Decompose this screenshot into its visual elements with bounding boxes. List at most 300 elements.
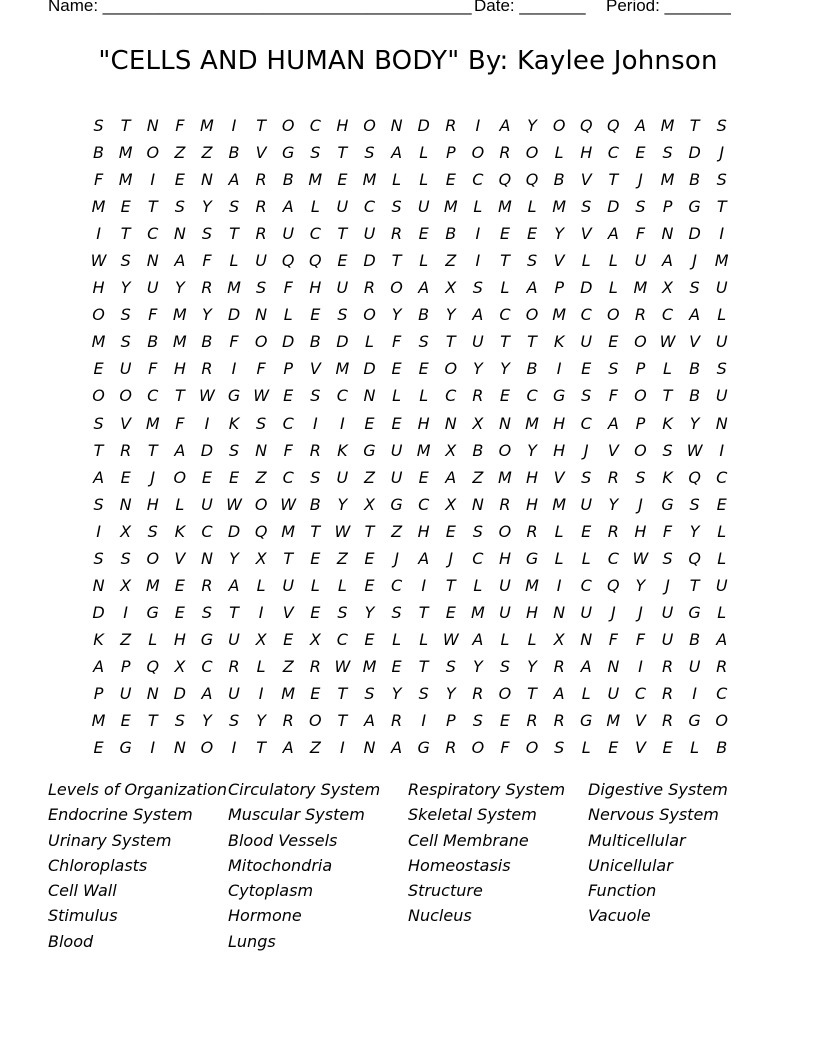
grid-letter: H [526, 467, 539, 487]
grid-letter: E [635, 143, 646, 163]
grid-letter: M [145, 413, 160, 433]
grid-letter: B [309, 494, 321, 514]
grid-letter: F [635, 629, 646, 649]
word-list-item: Hormone [228, 906, 302, 926]
grid-letter: M [335, 359, 350, 379]
grid-letter: U [390, 440, 403, 460]
grid-letter: U [715, 386, 728, 406]
grid-letter: Z [309, 738, 321, 758]
grid-letter: S [689, 278, 700, 298]
grid-letter: Y [689, 521, 700, 541]
grid-letter: D [688, 143, 701, 163]
grid-letter: R [634, 305, 646, 325]
grid-letter: O [444, 359, 458, 379]
grid-letter: I [123, 602, 128, 622]
grid-letter: C [634, 683, 646, 703]
grid-letter: H [580, 143, 593, 163]
grid-letter: F [391, 332, 402, 352]
grid-letter: X [174, 656, 186, 676]
grid-letter: Y [527, 656, 537, 676]
grid-letter: O [498, 521, 512, 541]
grid-letter: S [310, 143, 321, 163]
grid-letter: U [661, 629, 674, 649]
grid-letter: B [716, 738, 728, 758]
word-list-item: Unicellular [588, 855, 673, 875]
grid-letter: C [472, 548, 484, 568]
grid-letter: N [255, 440, 268, 460]
grid-letter: Z [174, 143, 186, 163]
grid-letter: S [201, 602, 212, 622]
grid-letter: R [661, 711, 674, 731]
grid-letter: T [500, 332, 510, 352]
grid-letter: E [608, 332, 619, 352]
grid-letter: X [445, 278, 457, 298]
grid-letter: Y [256, 711, 266, 731]
grid-letter: F [229, 332, 239, 352]
grid-letter: A [607, 413, 619, 433]
grid-letter: N [607, 656, 620, 676]
word-list-item: Multicellular [588, 830, 686, 850]
grid-letter: T [418, 602, 429, 622]
grid-letter: K [553, 332, 565, 352]
grid-letter: I [231, 738, 237, 758]
grid-letter: W [199, 386, 215, 406]
grid-letter: E [391, 656, 402, 676]
grid-letter: L [419, 143, 429, 163]
grid-letter: L [148, 629, 158, 649]
word-list-item: Cytoplasm [228, 881, 314, 901]
grid-letter: I [258, 602, 264, 622]
grid-letter: J [610, 602, 616, 622]
grid-letter: Q [281, 251, 295, 271]
grid-letter: A [174, 251, 186, 271]
grid-letter: T [662, 386, 673, 406]
grid-letter: S [499, 656, 511, 676]
grid-letter: L [608, 278, 618, 298]
grid-letter: I [556, 575, 562, 595]
grid-letter: R [201, 278, 213, 298]
grid-letter: Y [445, 305, 456, 325]
grid-letter: V [634, 738, 646, 758]
grid-letter: Y [391, 683, 402, 703]
grid-letter: S [581, 386, 592, 406]
grid-letter: E [364, 413, 375, 433]
grid-letter: I [556, 359, 562, 379]
grid-letter: S [716, 116, 727, 135]
grid-letter: I [719, 224, 725, 244]
grid-letter: J [638, 494, 643, 514]
grid-letter: M [633, 278, 648, 298]
grid-letter: S [228, 197, 240, 217]
grid-letter: L [310, 575, 320, 595]
grid-letter: G [363, 440, 376, 460]
grid-letter: P [120, 656, 131, 676]
grid-letter: L [500, 629, 510, 649]
grid-letter: I [96, 224, 101, 244]
grid-letter: H [173, 629, 186, 649]
grid-letter: U [499, 602, 511, 622]
grid-letter: F [608, 629, 618, 649]
grid-letter: S [93, 116, 104, 135]
grid-letter: N [173, 224, 186, 244]
grid-letter: G [146, 602, 159, 622]
grid-letter: Z [472, 467, 484, 487]
grid-letter: C [580, 575, 592, 595]
grid-letter: E [716, 494, 727, 514]
grid-letter: U [607, 683, 620, 703]
grid-letter: Y [202, 197, 212, 217]
grid-letter: L [500, 278, 510, 298]
grid-letter: S [581, 467, 592, 487]
grid-letter: S [120, 548, 131, 568]
grid-letter: D [363, 251, 376, 271]
grid-letter: I [475, 224, 481, 244]
grid-letter: S [256, 278, 267, 298]
grid-letter: A [93, 656, 105, 676]
grid-letter: A [689, 305, 701, 325]
grid-letter: E [445, 602, 456, 622]
grid-letter: P [635, 413, 646, 433]
grid-letter: S [472, 278, 483, 298]
grid-letter: N [553, 602, 566, 622]
grid-letter: S [337, 305, 348, 325]
grid-letter: H [553, 440, 566, 460]
grid-letter: E [337, 251, 348, 271]
grid-letter: X [255, 548, 267, 568]
grid-letter: O [634, 440, 647, 460]
grid-letter: A [364, 711, 375, 731]
grid-letter: M [91, 711, 106, 731]
grid-letter: V [634, 711, 646, 731]
grid-letter: O [254, 494, 268, 514]
grid-letter: B [309, 332, 321, 352]
grid-letter: B [93, 143, 105, 163]
grid-letter: Y [445, 683, 456, 703]
grid-letter: L [554, 521, 564, 541]
grid-letter: X [445, 494, 457, 514]
grid-letter: O [173, 467, 187, 487]
grid-letter: X [364, 494, 375, 514]
grid-letter: L [608, 251, 618, 271]
word-list-item: Function [588, 881, 657, 901]
grid-letter: C [390, 575, 403, 595]
grid-letter: R [255, 197, 267, 217]
grid-letter: A [472, 305, 484, 325]
grid-letter: C [336, 386, 348, 406]
grid-letter: A [201, 683, 213, 703]
grid-letter: A [526, 278, 538, 298]
grid-letter: H [146, 494, 159, 514]
grid-letter: A [580, 656, 592, 676]
grid-letter: G [227, 386, 241, 406]
grid-letter: W [90, 251, 107, 271]
grid-letter: B [228, 143, 240, 163]
grid-letter: D [417, 116, 430, 135]
grid-letter: M [416, 440, 431, 460]
grid-letter: T [229, 602, 239, 622]
grid-letter: H [417, 413, 430, 433]
grid-letter: N [661, 224, 674, 244]
grid-letter: S [418, 683, 429, 703]
grid-letter: D [227, 305, 241, 325]
grid-letter: D [92, 602, 105, 622]
grid-letter: C [282, 467, 294, 487]
grid-letter: E [445, 521, 456, 541]
grid-letter: E [418, 467, 429, 487]
grid-letter: E [120, 711, 131, 731]
grid-letter: S [526, 251, 538, 271]
grid-letter: O [498, 683, 512, 703]
grid-letter: R [120, 440, 132, 460]
grid-letter: E [120, 467, 131, 487]
grid-letter: A [418, 278, 430, 298]
word-list-item: Mitochondria [228, 855, 333, 875]
grid-letter: M [118, 170, 133, 190]
grid-letter: S [418, 332, 429, 352]
grid-letter: I [258, 683, 264, 703]
grid-letter: S [120, 251, 131, 271]
grid-letter: A [445, 467, 457, 487]
grid-letter: S [93, 548, 104, 568]
grid-letter: A [174, 440, 186, 460]
grid-letter: B [689, 170, 701, 190]
grid-letter: U [634, 251, 647, 271]
grid-letter: C [336, 629, 348, 649]
grid-letter: R [716, 656, 728, 676]
grid-letter: X [255, 629, 267, 649]
grid-letter: S [147, 521, 158, 541]
grid-letter: U [228, 629, 240, 649]
grid-letter: C [472, 170, 484, 190]
grid-letter: O [92, 305, 105, 325]
grid-letter: Q [146, 656, 160, 676]
grid-letter: A [499, 116, 511, 135]
grid-letter: N [363, 738, 376, 758]
grid-letter: J [394, 548, 399, 568]
grid-letter: D [173, 683, 186, 703]
grid-letter: W [686, 440, 703, 460]
grid-letter: N [146, 251, 159, 271]
grid-letter: R [499, 143, 511, 163]
grid-letter: G [119, 738, 132, 758]
grid-letter: J [638, 170, 643, 190]
grid-letter: J [719, 143, 725, 163]
grid-letter: T [147, 440, 158, 460]
grid-letter: Z [364, 467, 375, 487]
grid-letter: M [281, 521, 296, 541]
grid-letter: U [688, 656, 701, 676]
grid-letter: L [365, 332, 374, 352]
grid-letter: K [93, 629, 104, 649]
grid-letter: C [363, 197, 376, 217]
grid-letter: M [714, 251, 729, 271]
grid-letter: W [442, 629, 459, 649]
grid-letter: J [448, 548, 454, 568]
word-list-item: Homeostasis [408, 855, 511, 875]
grid-letter: O [92, 386, 105, 406]
grid-letter: E [499, 224, 510, 244]
grid-letter: T [527, 683, 537, 703]
grid-letter: R [472, 386, 484, 406]
grid-letter: H [417, 521, 430, 541]
grid-letter: U [580, 332, 593, 352]
grid-letter: K [228, 413, 240, 433]
grid-letter: Q [579, 116, 593, 135]
letter-grid [85, 112, 735, 761]
grid-letter: Z [391, 521, 403, 541]
grid-letter: F [283, 440, 293, 460]
grid-letter: C [580, 413, 592, 433]
grid-letter: E [174, 575, 185, 595]
grid-letter: S [554, 738, 565, 758]
grid-letter: P [554, 278, 564, 298]
grid-letter: O [525, 143, 539, 163]
grid-letter: R [661, 656, 674, 676]
grid-letter: D [607, 197, 620, 217]
grid-letter: C [309, 116, 321, 135]
word-list-item: Blood [48, 931, 94, 951]
grid-letter: S [472, 711, 483, 731]
grid-letter: T [418, 656, 429, 676]
grid-letter: I [231, 116, 237, 135]
grid-letter: C [526, 386, 538, 406]
grid-letter: S [662, 440, 673, 460]
grid-letter: Y [229, 548, 239, 568]
grid-letter: E [418, 359, 429, 379]
grid-letter: K [337, 440, 348, 460]
grid-letter: N [200, 548, 213, 568]
grid-letter: R [391, 224, 403, 244]
grid-letter: F [93, 170, 104, 190]
grid-letter: E [364, 629, 375, 649]
grid-letter: L [392, 386, 402, 406]
grid-letter: V [580, 170, 592, 190]
grid-letter: H [173, 359, 186, 379]
grid-letter: C [309, 224, 321, 244]
grid-letter: T [337, 143, 348, 163]
grid-letter: G [200, 629, 214, 649]
grid-letter: L [256, 656, 266, 676]
grid-letter: O [552, 116, 566, 135]
grid-letter: E [499, 386, 510, 406]
grid-letter: T [174, 386, 185, 406]
grid-letter: T [147, 197, 158, 217]
grid-letter: I [421, 575, 427, 595]
word-list-item: Cell Wall [48, 881, 117, 901]
grid-letter: I [421, 711, 427, 731]
grid-letter: A [228, 170, 240, 190]
grid-letter: J [150, 467, 156, 487]
word-list-item: Stimulus [48, 906, 118, 926]
grid-letter: C [499, 305, 511, 325]
grid-letter: N [390, 116, 403, 135]
grid-letter: T [500, 251, 510, 271]
grid-letter: O [390, 278, 403, 298]
grid-letter: P [283, 359, 294, 379]
grid-letter: S [581, 197, 592, 217]
grid-letter: W [334, 521, 351, 541]
grid-letter: S [256, 413, 267, 433]
grid-letter: M [470, 602, 485, 622]
grid-letter: A [418, 548, 430, 568]
grid-letter: E [581, 359, 592, 379]
grid-letter: A [607, 224, 619, 244]
grid-letter: L [419, 629, 429, 649]
grid-letter: F [283, 278, 293, 298]
date-field-label: Date: _______ [474, 0, 586, 15]
grid-letter: M [525, 575, 539, 595]
grid-letter: U [119, 683, 132, 703]
grid-letter: Z [282, 656, 294, 676]
grid-letter: Y [500, 359, 510, 379]
grid-letter: X [120, 521, 132, 541]
grid-letter: G [282, 143, 295, 163]
grid-letter: O [634, 332, 647, 352]
grid-letter: C [445, 386, 457, 406]
grid-letter: P [662, 197, 673, 217]
grid-letter: V [607, 440, 619, 460]
grid-letter: U [472, 332, 484, 352]
grid-letter: S [716, 359, 727, 379]
grid-letter: S [662, 143, 673, 163]
grid-letter: M [552, 494, 567, 514]
grid-letter: E [445, 170, 456, 190]
grid-letter: T [364, 521, 375, 541]
grid-letter: V [255, 143, 267, 163]
grid-letter: T [527, 332, 537, 352]
grid-letter: U [228, 683, 240, 703]
grid-letter: H [526, 602, 539, 622]
grid-letter: W [253, 386, 270, 406]
grid-letter: R [255, 224, 267, 244]
grid-letter: W [226, 494, 242, 514]
grid-letter: M [308, 170, 323, 190]
grid-letter: H [526, 494, 539, 514]
grid-letter: C [201, 521, 213, 541]
grid-letter: T [120, 116, 131, 135]
grid-letter: L [527, 197, 537, 217]
grid-letter: A [472, 629, 484, 649]
grid-letter: X [120, 575, 132, 595]
grid-letter: Y [202, 305, 212, 325]
grid-letter: L [717, 548, 727, 568]
grid-letter: N [200, 170, 213, 190]
grid-letter: I [231, 359, 237, 379]
grid-letter: U [336, 278, 349, 298]
word-list-item: Structure [408, 881, 483, 901]
grid-letter: J [583, 440, 589, 460]
grid-letter: E [418, 224, 429, 244]
grid-letter: M [552, 197, 567, 217]
grid-letter: S [174, 711, 185, 731]
grid-letter: V [120, 413, 132, 433]
grid-letter: T [445, 332, 456, 352]
grid-letter: E [337, 170, 348, 190]
grid-letter: L [419, 386, 429, 406]
grid-letter: Y [472, 359, 483, 379]
word-list-item: Endocrine System [48, 805, 193, 825]
grid-letter: M [227, 278, 241, 298]
grid-letter: V [553, 467, 565, 487]
grid-letter: U [390, 467, 403, 487]
grid-letter: G [661, 494, 674, 514]
grid-letter: Q [607, 575, 620, 595]
grid-letter: C [201, 656, 213, 676]
grid-letter: H [92, 278, 105, 298]
grid-letter: N [146, 116, 159, 135]
grid-letter: L [717, 602, 727, 622]
grid-letter: U [715, 332, 728, 352]
